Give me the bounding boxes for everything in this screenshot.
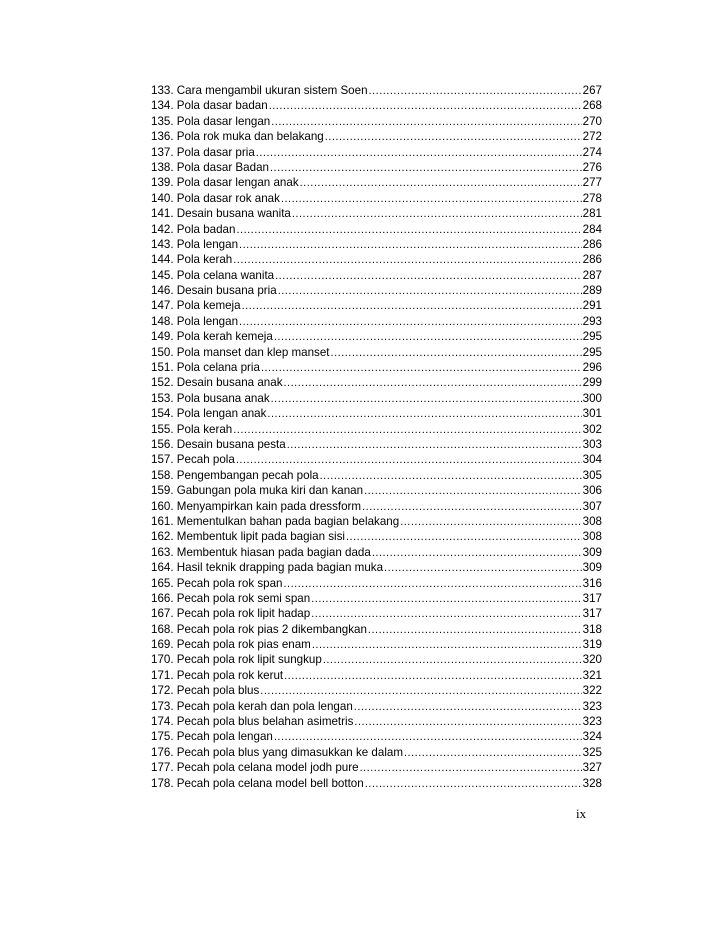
toc-entry <box>151 329 602 344</box>
toc-entry <box>151 776 602 791</box>
toc-entry-page: 322 <box>582 684 602 698</box>
toc-entry-label: 164. Hasil teknik drapping pada bagian muka <box>151 561 384 575</box>
toc-entry-label: 149. Pola kerah kemeja <box>151 330 273 344</box>
toc-entry-label: 138. Pola dasar Badan <box>151 160 269 174</box>
toc-entry <box>151 745 602 760</box>
toc-entry-label: 163. Membentuk hiasan pada bagian dada <box>151 545 371 559</box>
toc-entry-page: 270 <box>582 114 602 128</box>
dot-leader <box>365 777 582 791</box>
toc-entry-page: 302 <box>582 422 602 436</box>
toc-entry-page: 304 <box>582 453 602 467</box>
toc-entry <box>151 545 602 560</box>
dot-leader <box>323 653 582 667</box>
toc-entry <box>151 406 602 421</box>
toc-entry-page: 309 <box>582 561 602 575</box>
toc-entry-label: 146. Desain busana pria <box>151 284 277 298</box>
dot-leader <box>236 223 581 237</box>
toc-entry-page: 272 <box>582 130 602 144</box>
toc-entry-page: 323 <box>582 699 602 713</box>
dot-leader <box>372 546 582 560</box>
dot-leader <box>331 346 582 360</box>
toc-entry-label: 142. Pola badan <box>151 222 236 236</box>
toc-entry-label: 148. Pola lengan <box>151 314 239 328</box>
dot-leader <box>271 392 582 406</box>
toc-entry-label: 147. Pola kemeja <box>151 299 241 313</box>
toc-entry <box>151 175 602 190</box>
toc-entry-page: 317 <box>582 607 602 621</box>
toc-entry-page: 286 <box>582 253 602 267</box>
dot-leader <box>368 623 582 637</box>
toc-entry <box>151 206 602 221</box>
toc-entry-label: 135. Pola dasar lengan <box>151 114 271 128</box>
dot-leader <box>360 761 582 775</box>
toc-entry-page: 308 <box>582 514 602 528</box>
toc-entry <box>151 114 602 129</box>
toc-entry-page: 278 <box>582 191 602 205</box>
toc-entry <box>151 576 602 591</box>
toc-entry-label: 145. Pola celana wanita <box>151 268 275 282</box>
toc-entry-page: 300 <box>582 391 602 405</box>
toc-entry-label: 133. Cara mengambil ukuran sistem Soen <box>151 84 368 97</box>
dot-leader <box>362 500 582 514</box>
dot-leader <box>278 284 582 298</box>
toc-entry-page: 328 <box>582 776 602 790</box>
dot-leader <box>369 84 582 98</box>
toc-entry-page: 303 <box>582 437 602 451</box>
toc-entry-page: 321 <box>582 668 602 682</box>
toc-entry-label: 177. Pecah pola celana model jodh pure <box>151 761 359 775</box>
toc-entry <box>151 729 602 744</box>
toc-entry-page: 320 <box>582 653 602 667</box>
dot-leader <box>311 592 581 606</box>
dot-leader <box>274 730 582 744</box>
dot-leader <box>320 469 582 483</box>
toc-entry-label: 174. Pecah pola blus belahan asimetris <box>151 715 354 729</box>
toc-entry-label: 156. Desain busana pesta <box>151 437 286 451</box>
toc-entry <box>151 98 602 113</box>
toc-entry <box>151 437 602 452</box>
dot-leader <box>256 146 582 160</box>
toc-entry-label: 144. Pola kerah <box>151 253 233 267</box>
toc-entry-page: 289 <box>582 284 602 298</box>
toc-entry-label: 166. Pecah pola rok semi span <box>151 591 311 605</box>
toc-entry-page: 299 <box>582 376 602 390</box>
toc-entry-label: 159. Gabungan pola muka kiri dan kanan <box>151 484 364 498</box>
toc-entry <box>151 252 602 267</box>
dot-leader <box>400 515 581 529</box>
toc-entry <box>151 375 602 390</box>
toc-entry <box>151 191 602 206</box>
dot-leader <box>270 161 582 175</box>
dot-leader <box>269 99 582 113</box>
toc-entry-label: 150. Pola manset dan klep manset <box>151 345 330 359</box>
dot-leader <box>384 561 582 575</box>
toc-entry-label: 176. Pecah pola blus yang dimasukkan ke dalam <box>151 745 403 759</box>
toc-entry-page: 301 <box>582 407 602 421</box>
dot-leader <box>354 700 582 714</box>
toc-entry-page: 277 <box>582 176 602 190</box>
toc-entry-page: 318 <box>582 622 602 636</box>
toc-entry <box>151 560 602 575</box>
dot-leader <box>274 330 582 344</box>
toc-entry <box>151 591 602 606</box>
toc-entry-label: 178. Pecah pola celana model bell botton <box>151 776 364 790</box>
toc-entry-label: 152. Desain busana anak <box>151 376 283 390</box>
toc-entry <box>151 483 602 498</box>
toc-entry-page: 317 <box>582 591 602 605</box>
toc-entry-label: 161. Mementulkan bahan pada bagian belakang <box>151 514 400 528</box>
toc-entry-page: 295 <box>582 345 602 359</box>
toc-entry-page: 287 <box>582 268 602 282</box>
toc-entry-page: 305 <box>582 468 602 482</box>
dot-leader <box>233 423 581 437</box>
toc-entry-label: 169. Pecah pola rok pias enam <box>151 638 311 652</box>
dot-leader <box>233 253 581 267</box>
toc-entry <box>151 83 602 98</box>
toc-entry-label: 139. Pola dasar lengan anak <box>151 176 299 190</box>
toc-entry-label: 137. Pola dasar pria <box>151 145 255 159</box>
toc-entry-page: 296 <box>582 361 602 375</box>
toc-entry <box>151 760 602 775</box>
toc-entry-label: 175. Pecah pola lengan <box>151 730 273 744</box>
dot-leader <box>239 238 582 252</box>
toc-entry-page: 281 <box>582 207 602 221</box>
toc-entry <box>151 345 602 360</box>
toc-entry-page: 267 <box>582 84 602 97</box>
toc-entry <box>151 499 602 514</box>
toc-entry <box>151 606 602 621</box>
toc-entry <box>151 360 602 375</box>
dot-leader <box>364 484 582 498</box>
toc-entry-label: 141. Desain busana wanita <box>151 207 291 221</box>
toc-entry-page: 307 <box>582 499 602 513</box>
dot-leader <box>260 684 581 698</box>
page-number: ix <box>576 806 587 821</box>
toc-entry <box>151 683 602 698</box>
dot-leader <box>267 407 581 421</box>
toc-entry-label: 162. Membentuk lipit pada bagian sisi <box>151 530 345 544</box>
toc-entry-page: 308 <box>582 530 602 544</box>
toc-entry-label: 153. Pola busana anak <box>151 391 270 405</box>
toc-entry <box>151 160 602 175</box>
dot-leader <box>287 438 582 452</box>
toc-entry-label: 171. Pecah pola rok kerut <box>151 668 284 682</box>
toc-entry <box>151 637 602 652</box>
toc-entry-page: 309 <box>582 545 602 559</box>
toc-entry <box>151 452 602 467</box>
dot-leader <box>325 130 582 144</box>
toc-entry <box>151 283 602 298</box>
toc-entry-label: 170. Pecah pola rok lipit sungkup <box>151 653 322 667</box>
toc-entry <box>151 514 602 529</box>
toc-entry <box>151 237 602 252</box>
toc-entry <box>151 714 602 729</box>
toc-entry <box>151 668 602 683</box>
toc-entry-page: 291 <box>582 299 602 313</box>
toc-entry <box>151 422 602 437</box>
toc-entry-page: 268 <box>582 99 602 113</box>
dot-leader <box>284 669 582 683</box>
toc-entry-label: 151. Pola celana pria <box>151 361 260 375</box>
toc-entry-page: 295 <box>582 330 602 344</box>
toc-entry <box>151 699 602 714</box>
table-of-contents <box>151 83 602 791</box>
dot-leader <box>311 607 581 621</box>
toc-entry-label: 155. Pola kerah <box>151 422 233 436</box>
dot-leader <box>300 176 582 190</box>
toc-entry-label: 154. Pola lengan anak <box>151 407 267 421</box>
toc-entry-label: 165. Pecah pola rok span <box>151 576 283 590</box>
toc-entry-label: 136. Pola rok muka dan belakang <box>151 130 324 144</box>
toc-entry-label: 168. Pecah pola rok pias 2 dikembangkan <box>151 622 367 636</box>
dot-leader <box>239 315 582 329</box>
dot-leader <box>271 115 581 129</box>
toc-entry <box>151 529 602 544</box>
toc-entry-label: 143. Pola lengan <box>151 237 239 251</box>
toc-entry <box>151 129 602 144</box>
toc-entry <box>151 222 602 237</box>
dot-leader <box>236 453 582 467</box>
toc-entry-label: 167. Pecah pola rok lipit hadap <box>151 607 311 621</box>
toc-entry-page: 284 <box>582 222 602 236</box>
dot-leader <box>284 577 582 591</box>
toc-entry-page: 276 <box>582 160 602 174</box>
toc-entry-label: 173. Pecah pola kerah dan pola lengan <box>151 699 353 713</box>
dot-leader <box>281 192 582 206</box>
toc-entry <box>151 145 602 160</box>
toc-entry <box>151 268 602 283</box>
dot-leader <box>275 269 582 283</box>
dot-leader <box>404 746 582 760</box>
toc-entry <box>151 298 602 313</box>
toc-entry-page: 327 <box>582 761 602 775</box>
toc-entry-page: 325 <box>582 745 602 759</box>
dot-leader <box>312 638 582 652</box>
toc-entry-page: 323 <box>582 715 602 729</box>
toc-entry-label: 158. Pengembangan pecah pola <box>151 468 319 482</box>
toc-entry <box>151 391 602 406</box>
toc-entry-label: 160. Menyampirkan kain pada dressform <box>151 499 362 513</box>
toc-entry-page: 319 <box>582 638 602 652</box>
toc-entry <box>151 468 602 483</box>
dot-leader <box>261 361 582 375</box>
toc-entry-label: 172. Pecah pola blus <box>151 684 260 698</box>
dot-leader <box>292 207 582 221</box>
dot-leader <box>284 376 582 390</box>
toc-entry-page: 324 <box>582 730 602 744</box>
toc-entry-page: 274 <box>582 145 602 159</box>
toc-entry-page: 286 <box>582 237 602 251</box>
toc-entry-page: 306 <box>582 484 602 498</box>
toc-entry <box>151 314 602 329</box>
dot-leader <box>354 715 581 729</box>
toc-entry-label: 134. Pola dasar badan <box>151 99 268 113</box>
toc-entry-label: 140. Pola dasar rok anak <box>151 191 280 205</box>
dot-leader <box>346 530 582 544</box>
toc-entry-page: 293 <box>582 314 602 328</box>
toc-entry <box>151 652 602 667</box>
dot-leader <box>242 299 582 313</box>
toc-entry-label: 157. Pecah pola <box>151 453 235 467</box>
toc-entry-page: 316 <box>582 576 602 590</box>
toc-entry <box>151 622 602 637</box>
